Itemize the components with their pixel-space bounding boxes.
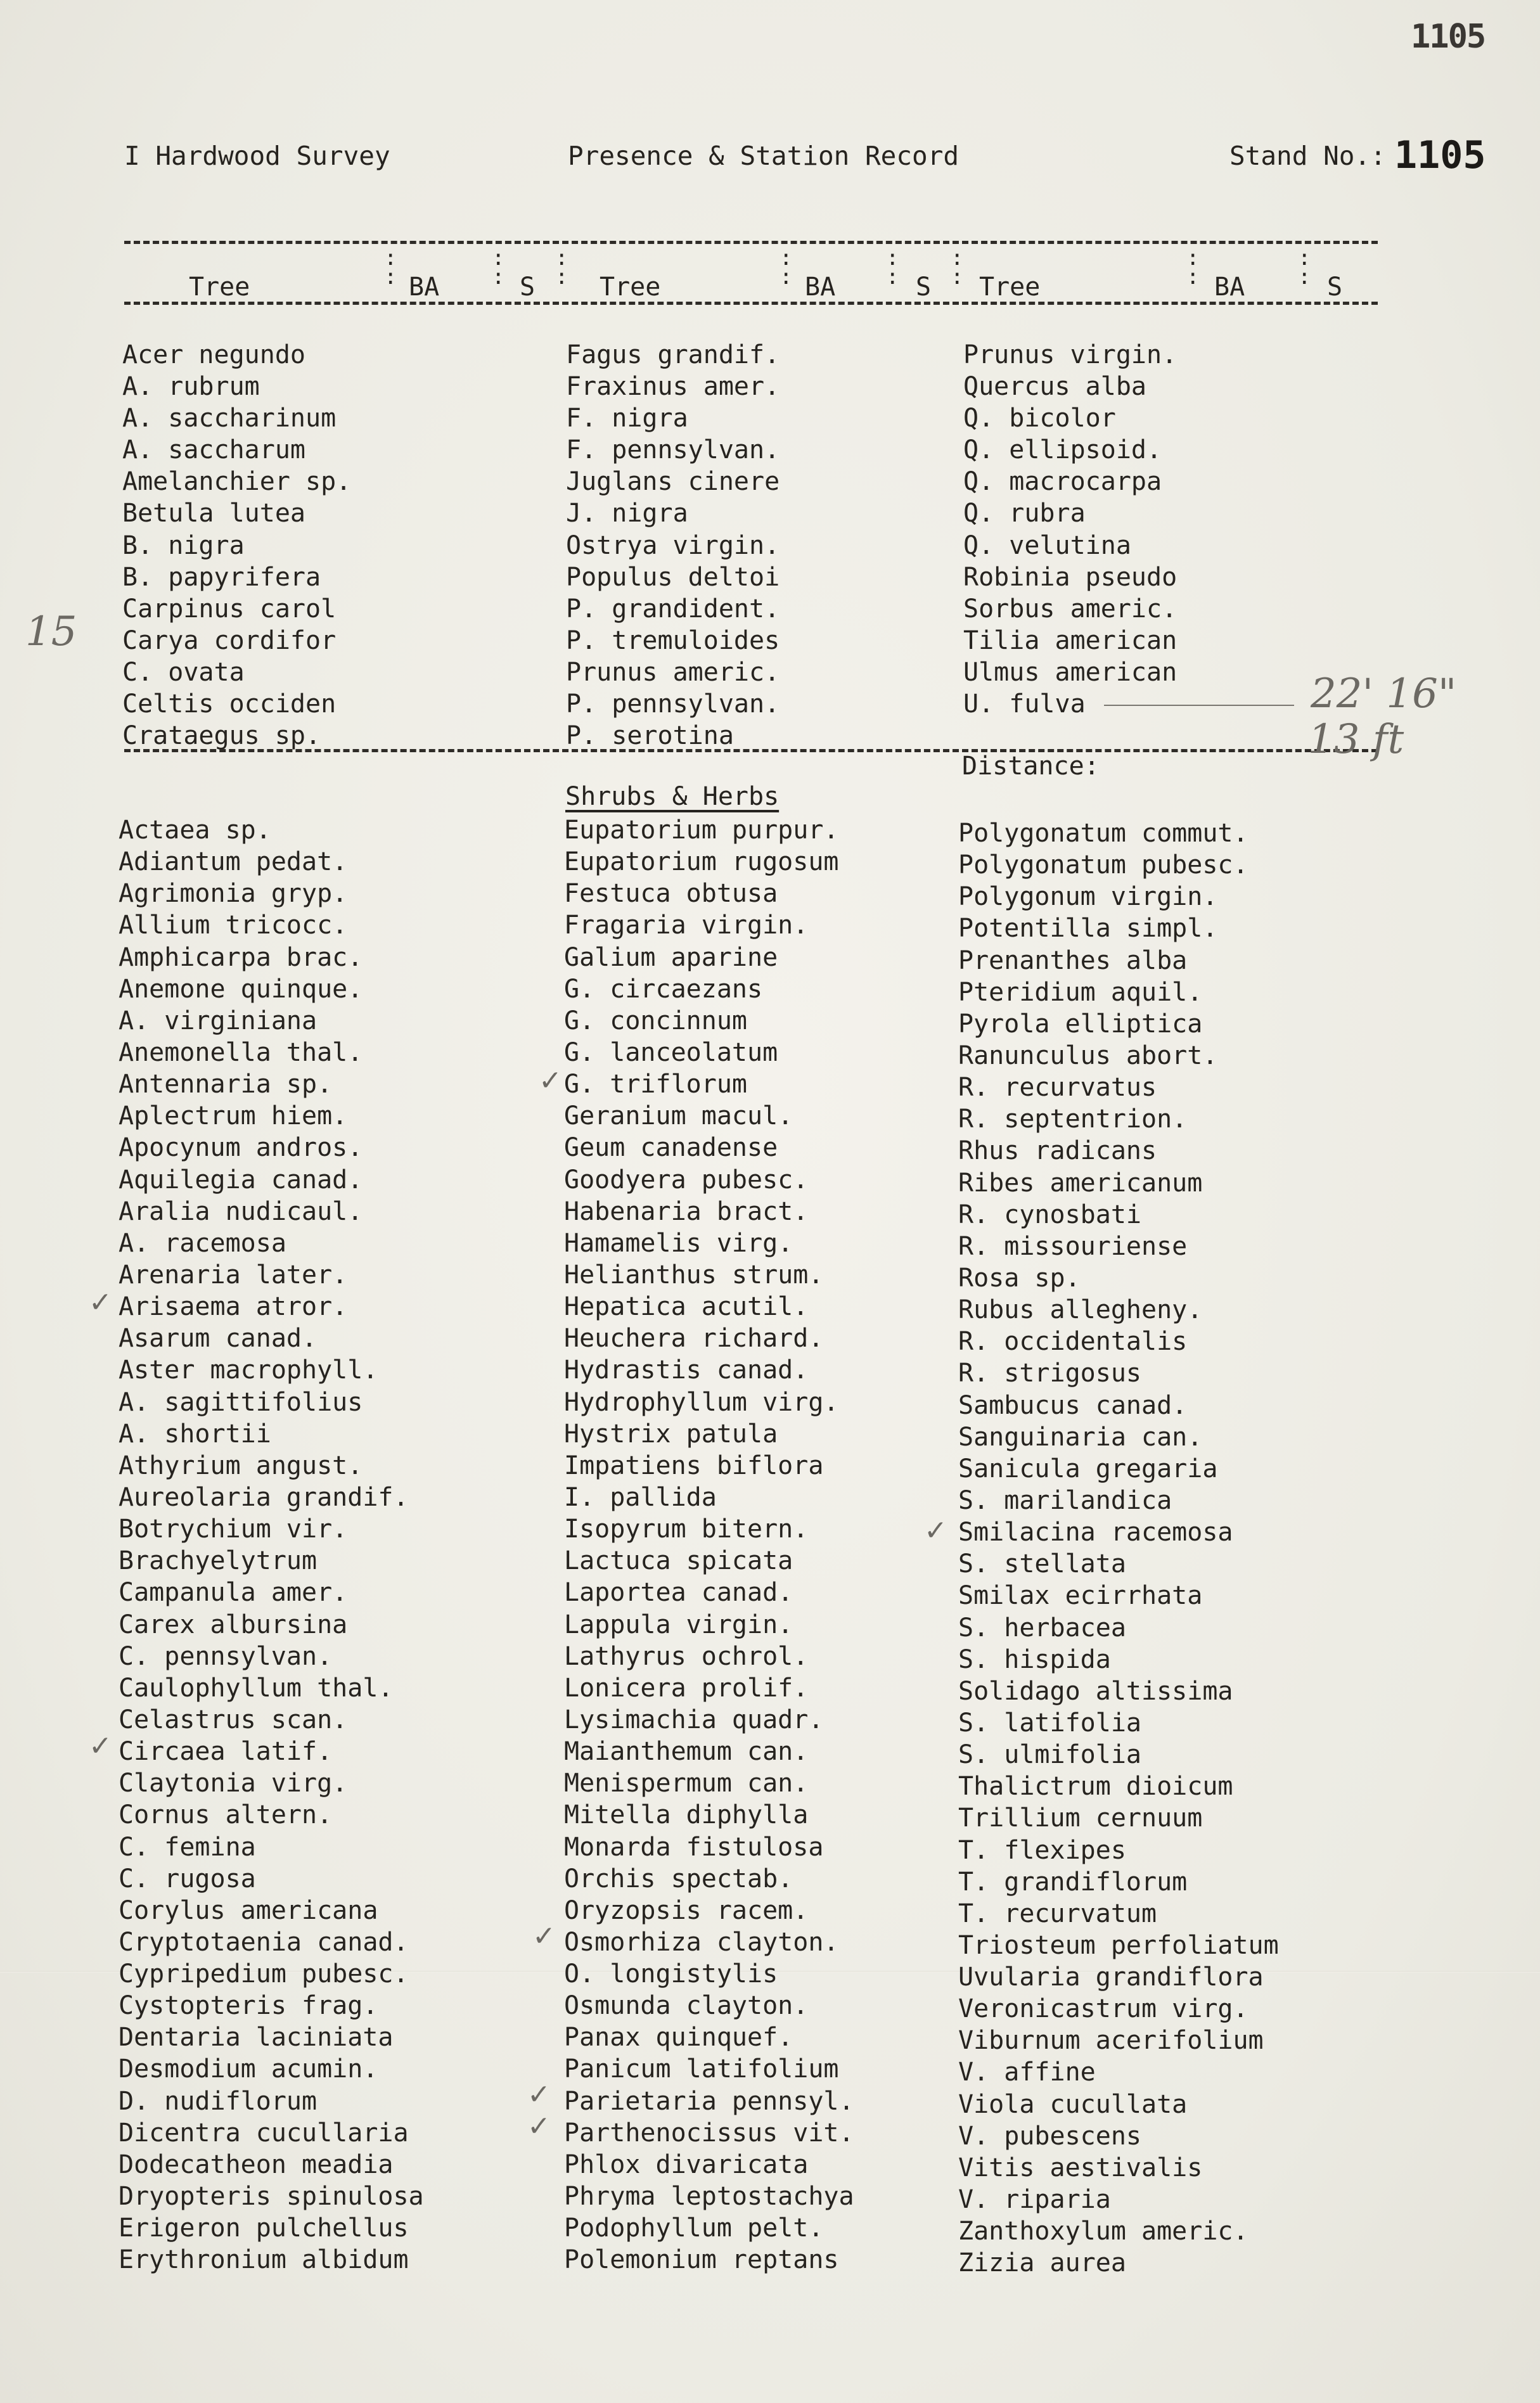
- herb-species-item: Polygonatum commut.: [958, 819, 1248, 848]
- herb-species-item: Pyrola elliptica: [958, 1009, 1203, 1039]
- herb-species-item: Sanicula gregaria: [958, 1454, 1218, 1483]
- herb-species-item: Aquilegia canad.: [119, 1165, 363, 1195]
- herb-species-item: Mitella diphylla: [564, 1800, 809, 1830]
- ba-header-1: BA: [409, 272, 440, 302]
- herb-species-item: Panax quinquef.: [564, 2023, 793, 2053]
- tree-species-item: P. pennsylvan.: [566, 689, 780, 719]
- herb-species-item: Viburnum acerifolium: [958, 2026, 1264, 2056]
- herb-species-item: Rosa sp.: [958, 1263, 1081, 1293]
- herb-species-item: Goodyera pubesc.: [564, 1165, 809, 1195]
- tree-species-item: Amelanchier sp.: [122, 467, 352, 497]
- herb-species-item: Erigeron pulchellus: [119, 2214, 409, 2243]
- corner-stamp-number: 1105: [1411, 18, 1485, 56]
- herb-species-item: C. femina: [119, 1832, 256, 1862]
- herb-species-item: V. riparia: [958, 2185, 1111, 2215]
- herb-species-item: Antennaria sp.: [119, 1070, 333, 1099]
- tree-species-item: F. pennsylvan.: [566, 435, 780, 465]
- herb-species-item: Asarum canad.: [119, 1324, 318, 1354]
- check-mark-icon: ✓: [532, 1920, 556, 1952]
- tree-species-item: Q. rubra: [963, 499, 1086, 529]
- tree-species-item: Prunus americ.: [566, 657, 780, 687]
- check-mark-icon: ✓: [89, 1730, 112, 1762]
- herb-species-item: Sambucus canad.: [958, 1390, 1188, 1420]
- herb-species-item: Actaea sp.: [119, 816, 271, 845]
- herb-species-item: O. longistylis: [564, 1959, 778, 1989]
- herb-species-item: Pteridium aquil.: [958, 977, 1203, 1007]
- herb-species-item: Circaea latif.: [119, 1737, 333, 1767]
- check-mark-icon: ✓: [539, 1065, 562, 1097]
- herb-species-item: Smilacina racemosa: [958, 1518, 1233, 1548]
- herb-species-item: Osmunda clayton.: [564, 1991, 809, 2021]
- herb-species-item: D. nudiflorum: [119, 2086, 318, 2116]
- herb-species-item: Botrychium vir.: [119, 1515, 348, 1544]
- ba-header-2: BA: [805, 272, 836, 302]
- herb-species-item: Rubus allegheny.: [958, 1295, 1203, 1325]
- herb-species-item: Celastrus scan.: [119, 1705, 348, 1734]
- herb-species-item: Cypripedium pubesc.: [119, 1959, 409, 1989]
- herb-species-item: A. racemosa: [119, 1228, 286, 1258]
- tree-species-item: Ulmus american: [963, 657, 1177, 687]
- herb-species-item: R. recurvatus: [958, 1073, 1157, 1103]
- column-separator: : :: [1298, 245, 1311, 290]
- tree-species-item: Betula lutea: [122, 499, 305, 529]
- herb-species-item: S. latifolia: [958, 1708, 1141, 1738]
- tree-species-item: A. rubrum: [122, 372, 260, 402]
- herb-species-item: Claytonia virg.: [119, 1769, 348, 1798]
- herb-species-item: Cryptotaenia canad.: [119, 1927, 409, 1957]
- herb-list-2: [564, 814, 854, 2276]
- herb-species-item: Polemonium reptans: [564, 2245, 839, 2275]
- herb-species-item: V. pubescens: [958, 2121, 1141, 2151]
- tree-list-3: [963, 339, 1177, 720]
- herb-list-1: [119, 814, 424, 2276]
- herb-species-item: C. rugosa: [119, 1864, 256, 1894]
- herb-species-item: G. lanceolatum: [564, 1037, 778, 1067]
- tree-species-item: F. nigra: [566, 404, 688, 433]
- herb-species-item: Lactuca spicata: [564, 1546, 793, 1576]
- survey-title: I Hardwood Survey: [124, 141, 390, 171]
- herb-species-item: Aralia nudicaul.: [119, 1196, 363, 1226]
- herb-species-item: Anemonella thal.: [119, 1037, 363, 1067]
- tree-species-item: Carya cordifor: [122, 625, 337, 655]
- divider-top: [124, 241, 1378, 244]
- check-mark-icon: ✓: [924, 1515, 947, 1547]
- herb-species-item: Rhus radicans: [958, 1136, 1157, 1166]
- tree-species-item: Q. macrocarpa: [963, 467, 1162, 497]
- herb-species-item: T. recurvatum: [958, 1899, 1157, 1928]
- tree-species-item: Prunus virgin.: [963, 340, 1177, 369]
- herb-species-item: Festuca obtusa: [564, 879, 778, 909]
- handwritten-leader-line: [1104, 705, 1294, 706]
- tree-species-item: B. papyrifera: [122, 562, 321, 592]
- herb-species-item: Agrimonia gryp.: [119, 879, 348, 909]
- check-mark-icon: ✓: [89, 1286, 112, 1319]
- tree-list-1: [122, 339, 351, 752]
- herb-species-item: Hydrophyllum virg.: [564, 1387, 839, 1417]
- check-mark-icon: ✓: [527, 2110, 551, 2143]
- tree-species-item: Robinia pseudo: [963, 562, 1177, 592]
- herb-species-item: Oryzopsis racem.: [564, 1895, 809, 1925]
- stand-number: 1105: [1394, 133, 1486, 177]
- herb-species-item: Brachyelytrum: [119, 1546, 318, 1576]
- tree-species-item: Ostrya virgin.: [566, 530, 780, 560]
- herb-species-item: Hepatica acutil.: [564, 1292, 809, 1322]
- check-mark-icon: ✓: [527, 2079, 551, 2111]
- herb-species-item: Prenanthes alba: [958, 945, 1188, 975]
- herb-species-item: Panicum latifolium: [564, 2054, 839, 2084]
- ba-header-3: BA: [1214, 272, 1245, 302]
- tree-species-item: Populus deltoi: [566, 562, 780, 592]
- herb-species-item: Dodecatheon meadia: [119, 2150, 394, 2179]
- column-separator: : :: [384, 245, 397, 290]
- herb-species-item: Anemone quinque.: [119, 974, 363, 1004]
- herb-species-item: Vitis aestivalis: [958, 2153, 1203, 2182]
- herb-species-item: Zizia aurea: [958, 2248, 1126, 2278]
- herb-species-item: Triosteum perfoliatum: [958, 1930, 1279, 1960]
- margin-number: 15: [25, 608, 77, 655]
- herb-species-item: T. grandiflorum: [958, 1867, 1188, 1897]
- herb-species-item: Lappula virgin.: [564, 1610, 793, 1639]
- herb-species-item: Ribes americanum: [958, 1168, 1203, 1198]
- tree-species-item: Carpinus carol: [122, 594, 337, 624]
- tree-species-item: Juglans cinere: [566, 467, 780, 497]
- herb-species-item: Potentilla simpl.: [958, 914, 1218, 944]
- herb-species-item: Caulophyllum thal.: [119, 1673, 394, 1703]
- herb-species-item: Phlox divaricata: [564, 2150, 809, 2179]
- herb-species-item: Adiantum pedat.: [119, 847, 348, 877]
- herb-species-item: Maianthemum can.: [564, 1737, 809, 1767]
- tree-species-item: Fraxinus amer.: [566, 372, 780, 402]
- herb-species-item: Corylus americana: [119, 1895, 378, 1925]
- herb-species-item: Amphicarpa brac.: [119, 942, 363, 972]
- tree-species-item: P. grandident.: [566, 594, 780, 624]
- herb-species-item: Cornus altern.: [119, 1800, 333, 1830]
- herb-species-item: Phryma leptostachya: [564, 2182, 854, 2212]
- herb-species-item: Hystrix patula: [564, 1419, 778, 1449]
- tree-species-item: P. serotina: [566, 721, 734, 751]
- herb-species-item: R. occidentalis: [958, 1327, 1188, 1357]
- tree-species-item: U. fulva: [963, 689, 1086, 719]
- tree-species-item: C. ovata: [122, 657, 245, 687]
- herb-species-item: Aureolaria grandif.: [119, 1482, 409, 1512]
- tree-species-item: Tilia american: [963, 625, 1177, 655]
- herb-species-item: Habenaria bract.: [564, 1196, 809, 1226]
- herb-species-item: Lysimachia quadr.: [564, 1705, 824, 1734]
- column-separator: : :: [1186, 245, 1200, 290]
- column-separator: : :: [951, 245, 964, 290]
- tree-species-item: Fagus grandif.: [566, 340, 780, 369]
- herb-species-item: A. virginiana: [119, 1006, 318, 1035]
- s-header-2: S: [916, 272, 932, 302]
- herb-species-item: Eupatorium purpur.: [564, 816, 839, 845]
- herb-species-item: G. triflorum: [564, 1070, 747, 1099]
- herb-species-item: Arenaria later.: [119, 1260, 348, 1290]
- tree-species-item: A. saccharum: [122, 435, 305, 465]
- distance-value: 13 ft: [1308, 716, 1404, 763]
- tree-species-item: Crataegus sp.: [122, 721, 321, 751]
- tree-species-item: Sorbus americ.: [963, 594, 1177, 624]
- herb-species-item: Trillium cernuum: [958, 1804, 1203, 1833]
- herb-species-item: G. concinnum: [564, 1006, 747, 1035]
- herb-species-item: Fragaria virgin.: [564, 911, 809, 940]
- herb-species-item: S. hispida: [958, 1644, 1111, 1674]
- herb-species-item: Aster macrophyll.: [119, 1355, 378, 1385]
- column-separator: : :: [555, 245, 568, 290]
- herb-species-item: R. cynosbati: [958, 1200, 1141, 1229]
- herb-species-item: Smilax ecirrhata: [958, 1581, 1203, 1611]
- tree-species-item: P. tremuloides: [566, 625, 780, 655]
- herb-species-item: Arisaema atror.: [119, 1292, 348, 1322]
- herb-species-item: Dryopteris spinulosa: [119, 2182, 424, 2212]
- herb-species-item: Geum canadense: [564, 1133, 778, 1163]
- tree-species-item: A. saccharinum: [122, 404, 337, 433]
- herb-species-item: Hamamelis virg.: [564, 1228, 793, 1258]
- herb-species-item: A. sagittifolius: [119, 1387, 363, 1417]
- tree-species-item: Celtis occiden: [122, 689, 337, 719]
- herb-species-item: Cystopteris frag.: [119, 1991, 378, 2021]
- herb-species-item: A. shortii: [119, 1419, 271, 1449]
- herb-species-item: Uvularia grandiflora: [958, 1963, 1264, 1992]
- herb-species-item: Apocynum andros.: [119, 1133, 363, 1163]
- herb-species-item: S. ulmifolia: [958, 1740, 1141, 1770]
- herb-species-item: S. marilandica: [958, 1485, 1172, 1515]
- herb-species-item: Parthenocissus vit.: [564, 2118, 854, 2148]
- herb-species-item: Desmodium acumin.: [119, 2054, 378, 2084]
- herb-species-item: Carex albursina: [119, 1610, 348, 1639]
- herb-species-item: Podophyllum pelt.: [564, 2214, 824, 2243]
- tree-header-2: Tree: [600, 272, 661, 302]
- herb-species-item: Aplectrum hiem.: [119, 1101, 348, 1131]
- herb-species-item: Ranunculus abort.: [958, 1041, 1218, 1070]
- distance-label: Distance:: [962, 752, 1100, 781]
- herb-species-item: Parietaria pennsyl.: [564, 2086, 854, 2116]
- herb-list-3: [958, 817, 1279, 2279]
- tree-species-item: Q. bicolor: [963, 404, 1116, 433]
- herb-species-item: Allium tricocc.: [119, 911, 348, 940]
- stand-label: Stand No.:: [1229, 141, 1386, 171]
- tree-species-item: B. nigra: [122, 530, 245, 560]
- column-separator: : :: [780, 245, 793, 290]
- herb-species-item: Heuchera richard.: [564, 1324, 824, 1354]
- herb-species-item: R. missouriense: [958, 1231, 1188, 1261]
- herb-species-item: Helianthus strum.: [564, 1260, 824, 1290]
- herb-species-item: Viola cucullata: [958, 2089, 1188, 2119]
- herb-species-item: I. pallida: [564, 1482, 717, 1512]
- shrubs-herbs-title: Shrubs & Herbs: [565, 782, 780, 811]
- herb-species-item: Polygonum virgin.: [958, 882, 1218, 912]
- divider-trees-herbs: [124, 749, 1378, 752]
- tree-header-1: Tree: [189, 272, 250, 302]
- tree-species-item: Quercus alba: [963, 372, 1146, 402]
- herb-species-item: S. herbacea: [958, 1613, 1126, 1643]
- herb-species-item: V. affine: [958, 2058, 1096, 2087]
- herb-species-item: Athyrium angust.: [119, 1451, 363, 1480]
- s-header-1: S: [520, 272, 536, 302]
- herb-species-item: Lathyrus ochrol.: [564, 1641, 809, 1671]
- herb-species-item: Galium aparine: [564, 942, 778, 972]
- herb-species-item: Erythronium albidum: [119, 2245, 409, 2275]
- herb-species-item: Sanguinaria can.: [958, 1422, 1203, 1452]
- herb-species-item: Lonicera prolif.: [564, 1673, 809, 1703]
- tree-header-3: Tree: [979, 272, 1041, 302]
- divider-header: [124, 302, 1378, 305]
- herb-species-item: G. circaezans: [564, 974, 763, 1004]
- herb-species-item: R. septentrion.: [958, 1105, 1188, 1134]
- herb-species-item: Orchis spectab.: [564, 1864, 793, 1894]
- herb-species-item: Geranium macul.: [564, 1101, 793, 1131]
- herb-species-item: Dicentra cucullaria: [119, 2118, 409, 2148]
- herb-species-item: Monarda fistulosa: [564, 1832, 824, 1862]
- herb-species-item: Isopyrum bitern.: [564, 1515, 809, 1544]
- herb-species-item: C. pennsylvan.: [119, 1641, 333, 1671]
- tree-list-2: [566, 339, 780, 752]
- herb-species-item: Menispermum can.: [564, 1769, 809, 1798]
- herb-species-item: T. flexipes: [958, 1835, 1126, 1865]
- herb-species-item: Dentaria laciniata: [119, 2023, 394, 2053]
- herb-species-item: Laportea canad.: [564, 1578, 793, 1608]
- herb-species-item: R. strigosus: [958, 1359, 1141, 1388]
- record-title: Presence & Station Record: [568, 141, 959, 171]
- column-separator: : :: [886, 245, 899, 290]
- herb-species-item: Polygonatum pubesc.: [958, 850, 1248, 880]
- s-header-3: S: [1327, 272, 1343, 302]
- herb-species-item: Osmorhiza clayton.: [564, 1927, 839, 1957]
- herb-species-item: Eupatorium rugosum: [564, 847, 839, 877]
- herb-species-item: Zanthoxylum americ.: [958, 2217, 1248, 2246]
- herb-species-item: Solidago altissima: [958, 1676, 1233, 1706]
- tree-species-item: J. nigra: [566, 499, 688, 529]
- ulmus-measurement: 22' 16": [1311, 670, 1457, 717]
- herb-species-item: Impatiens biflora: [564, 1451, 824, 1480]
- herb-species-item: S. stellata: [958, 1549, 1126, 1579]
- herb-species-item: Veronicastrum virg.: [958, 1994, 1248, 2024]
- tree-species-item: Q. velutina: [963, 530, 1131, 560]
- tree-species-item: Q. ellipsoid.: [963, 435, 1162, 465]
- herb-species-item: Hydrastis canad.: [564, 1355, 809, 1385]
- column-separator: : :: [492, 245, 505, 290]
- herb-species-item: Campanula amer.: [119, 1578, 348, 1608]
- tree-species-item: Acer negundo: [122, 340, 305, 369]
- herb-species-item: Thalictrum dioicum: [958, 1772, 1233, 1802]
